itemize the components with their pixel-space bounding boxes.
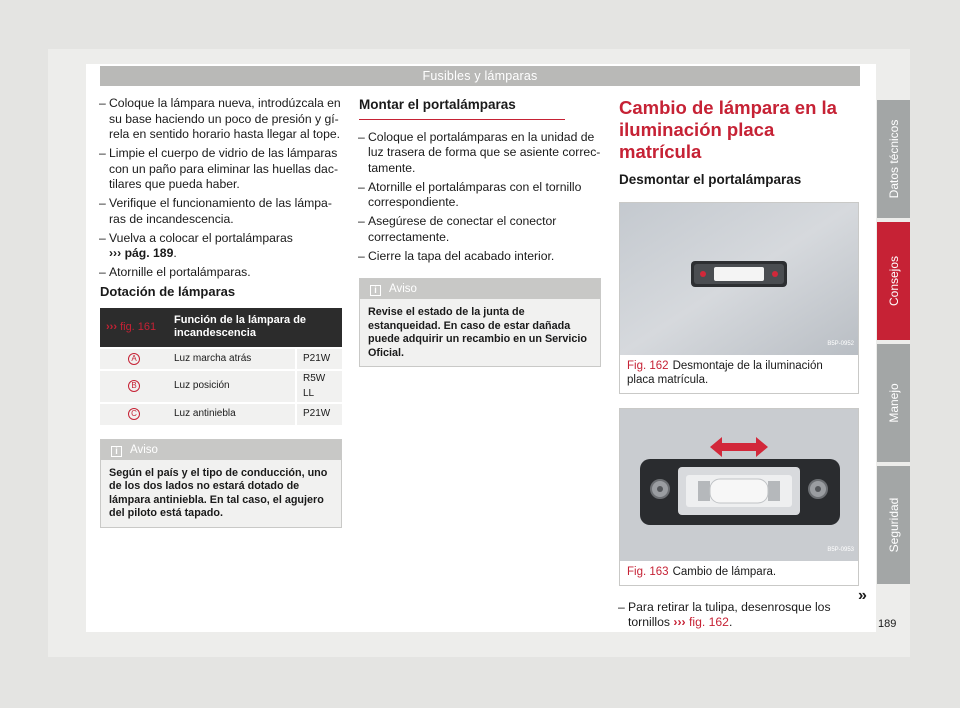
- list-item: – Atornille el portalámparas con el tornillo correspondiente.: [358, 179, 582, 209]
- continue-marker: »: [858, 587, 867, 604]
- license-light-svg: [620, 203, 858, 355]
- figure-ref-link[interactable]: ››› fig. 162: [673, 615, 729, 629]
- list-item: – Limpie el cuerpo de vidrio de las lámparas con un paño para eliminar las huellas dactilares que pueda haber.: [99, 146, 338, 191]
- callout-letter: B: [128, 380, 140, 392]
- list-item: – Coloque el portalámparas en la unidad de luz trasera de forma que se asiente correctamente.: [358, 129, 601, 175]
- lamp-change-svg: [620, 409, 858, 561]
- table-title: Dotación de lámparas: [100, 284, 236, 299]
- tab-datos-tecnicos[interactable]: Datos técnicos: [877, 100, 910, 218]
- list-item: – Atornille el portalámparas.: [99, 265, 251, 279]
- page-ref-link[interactable]: ››› pág. 189: [109, 246, 174, 260]
- figure-caption: Fig. 162 Desmontaje de la iluminación placa matrícula.: [627, 359, 823, 386]
- lamp-table: [100, 308, 342, 425]
- section-subtitle: Desmontar el portalámparas: [619, 172, 802, 187]
- info-icon: i: [111, 446, 122, 457]
- tab-consejos[interactable]: Consejos: [877, 222, 910, 340]
- table-header-function: Función de la lámpara de incandescencia: [168, 308, 342, 348]
- page-number: 189: [878, 618, 897, 630]
- license-light-illustration: [620, 203, 858, 355]
- notice-header: i Aviso: [101, 440, 341, 460]
- table-cell-bulb: P21W: [296, 348, 342, 370]
- list-item: – Asegúrese de conectar el conector correctamente.: [358, 214, 557, 244]
- table-cell-bulb: R5W LL: [296, 370, 342, 403]
- running-header: Fusibles y lámparas: [100, 66, 860, 86]
- table-row: [100, 403, 342, 425]
- tab-seguridad[interactable]: Seguridad: [877, 466, 910, 584]
- figure-caption: Fig. 163 Cambio de lámpara.: [627, 565, 777, 578]
- page-title: Cambio de lámpara en la iluminación placa matrícula: [619, 97, 837, 162]
- notice-header: i Aviso: [360, 279, 600, 299]
- column-middle: [359, 96, 601, 367]
- column-left: [100, 96, 342, 528]
- notice-body: Revise el estado de la junta de estanqueidad. En caso de estar dañada puede adquirir un recambio en un Servicio Oficial.: [360, 299, 600, 366]
- notice-body: Según el país y el tipo de conducción, uno de los dos lados no estará dotado de lámpara antiniebla. En tal caso, el agujero del piloto está tapado.: [101, 460, 341, 527]
- notice-box: [359, 278, 601, 367]
- notice-box: [100, 439, 342, 528]
- table-row: [100, 370, 342, 403]
- list-item: – Vuelva a colocar el portalámparas ››› pág. 189.: [99, 230, 293, 260]
- chapter-tabs: [877, 100, 910, 588]
- lamp-change-illustration: [620, 409, 858, 561]
- tab-manejo[interactable]: Manejo: [877, 344, 910, 462]
- callout-letter: C: [128, 408, 140, 420]
- column-right: [619, 96, 859, 634]
- list-item: – Coloque la lámpara nueva, introdúzcala en su base haciendo un poco de presión y gírela en sentido horario hasta llegar al tope.: [99, 96, 341, 141]
- table-cell-bulb: P21W: [296, 403, 342, 425]
- list-item: – Cierre la tapa del acabado interior.: [358, 248, 555, 263]
- table-cell-function: Luz posición: [168, 370, 296, 403]
- table-cell-function: Luz antiniebla: [168, 403, 296, 425]
- figure-code: B5P-0952: [827, 341, 854, 347]
- info-icon: i: [370, 285, 381, 296]
- section-heading: Montar el portalámparas: [359, 97, 601, 120]
- figure-162: [619, 202, 859, 394]
- list-item: – Verifique el funcionamiento de las lámparas de incandescencia.: [99, 196, 332, 226]
- figure-code: B5P-0953: [827, 547, 854, 553]
- table-cell-function: Luz marcha atrás: [168, 348, 296, 370]
- list-item: – Para retirar la tulipa, desenrosque los tornillos ››› fig. 162.: [618, 599, 831, 629]
- table-row: [100, 348, 342, 370]
- callout-letter: A: [128, 353, 140, 365]
- table-header-figref[interactable]: ››› fig. 161: [100, 308, 168, 348]
- figure-163: [619, 408, 859, 586]
